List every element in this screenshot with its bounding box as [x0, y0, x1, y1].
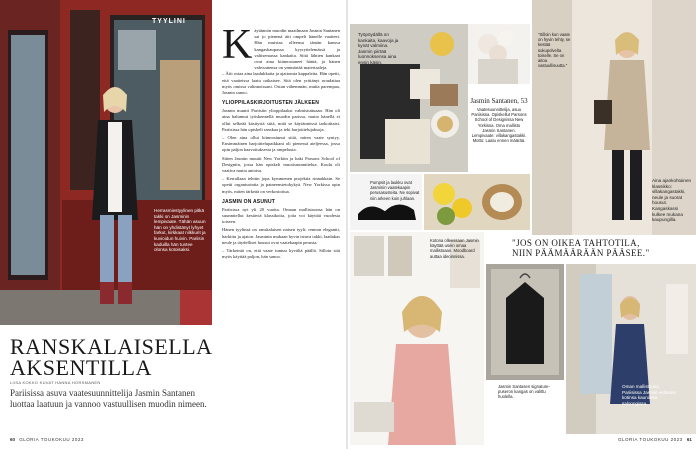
body-paragraph: – Kerrallaan tehtiin jopa kymmenen projektia rinnakkain. Se opetti organisointia ja paineensietokykyä. New Yorkissa opin myös, miten tärkeää on verkostoitua. — [222, 176, 340, 194]
page-number: 60 — [10, 437, 16, 442]
storefront-illustration — [0, 0, 212, 325]
bio-text: Vaatesuunnittelija, asuu Pariisissa. Opiskellut Parsons School of Designissa New Yorkissa. Oma mallisto Jasmin Santanen. Lempivaate: villakangastakki. Motto: Laatu ennen määrää. — [471, 107, 527, 144]
interior-photo — [566, 264, 696, 434]
footer-right-text: GLORIA TOUKOKUU 2023 — [618, 437, 683, 442]
body-paragraph: Pariisissa nyt yli 20 vuotta. Omaan mallistoonsa hän on suunnitellut kestäviä klassikoita, joita voi käyttää vuodesta toiseen. — [222, 206, 340, 225]
subheading: YLIOPPILASKIRJOITUSTEN JÄLKEEN — [222, 100, 320, 107]
headline-line2: AKSENTILLA — [10, 355, 152, 380]
page-number: 61 — [686, 437, 692, 442]
interior-caption: Oman mallistonsa Pariisissa Jasmin esittelee kotinsa kauniissa saloongissa. — [622, 384, 676, 406]
hanger-illustration — [486, 264, 564, 380]
intro-paragraph: äytännön muodin maailmaan Jasmin Santanen sai jo pienenä äiti ompeli hänelle vaatteet. Hän muistaa olleensa tämän kanssa kangaskaupassa kyyryttelemässä ja valitsemassa kankaita. Siitä lähtien kankaat ovat aina kiinnostaneet häntä, ja hänen vahvuutensa on ymmärtää materiaaleja. — [254, 28, 340, 71]
right-side-photo-caption: Aina ajankohtainen klassikko: villakangastakki, neule ja suorat housut. Kangaskassi kulkee mukana kaupungilla. — [652, 178, 692, 223]
body-paragraph: Sitten Jasmin muutti New Yorkiin ja haki Parsons School of Designiin, jossa hän opiskeli muotisuunnittelua. Koulu oli vaativa mutta antoisa. — [222, 155, 340, 174]
workshop-caption: Jasmin Santasen signature-puseron kangas on valittu huolella. — [498, 384, 550, 400]
portrait-quote: "Silloin kun vaate on hyvin tehty, se kestää sukupolvelta toiselle. Se on aitoa vastuullisuutta." — [538, 32, 571, 69]
collage-photo — [350, 232, 484, 445]
bio-name: Jasmin Santanen, 53 — [470, 97, 528, 105]
interior-illustration — [566, 264, 696, 434]
bio-box — [468, 24, 530, 172]
pumps-caption: Pumpsit ja laukku ovat Jasminin vaatekaapin perusasusteita. Ne sopivat niin arkeen kuin juhlaan. — [370, 180, 420, 201]
flatlay-caption: Työpöydällä on kankaita, kaavoja ja kynät valmiina. Jasmin piirtää luonnoksensa aina ensin käsin. — [358, 32, 399, 65]
dropcap: K — [222, 22, 253, 68]
page-gutter — [346, 0, 348, 449]
page-number-right — [618, 437, 692, 442]
flowers-illustration — [468, 24, 530, 84]
lemons-photo — [424, 174, 530, 230]
lemons-illustration — [424, 174, 530, 230]
moodboard-illustration — [350, 232, 484, 445]
byline: LIISA KOKKO KUVAT HANNA HORSMANEN — [10, 380, 101, 385]
body-paragraph: – Äiti ostaa aina laadukkaita ja ajattomia kappaleita. Hän opetti, että vaatteissa laatu ratkaisee. Sitä olen yrittänyt noudattaa myös omissa valinnoissani. Ostan vähemmän, mutta parempaa, Jasmin sanoo. — [222, 71, 340, 96]
body-paragraph: – Tärkeintä on, että vaate tuntuu hyvältä päällä. Silloin sitä myös käyttää paljon, hän sanoo. — [222, 248, 340, 260]
pull-quote: "JOS ON OIKEA TAHTOTILA, NIIN PÄÄMÄÄRÄÄN PÄÄSEE." — [512, 238, 650, 258]
page-number-left — [10, 437, 84, 442]
footer-left-text: GLORIA TOUKOKUU 2023 — [19, 437, 84, 442]
body-paragraph: – Olen aina ollut kiinnostunut siitä, miten vaate syntyy. Ensimmäinen harjoittelupaikkani oli pienessä ateljeessa, jossa opin paljon kaavoituksesta ja ompelusta. — [222, 135, 340, 153]
body-paragraph: Jasmin muutti Pariisiin ylioppilaaksi valmistuttuaan. Hän oli aina halunnut työskennellä muodin parissa, mutta hänellä ei ollut selkeää käsitystä siitä, mitä se käytännössä tarkoittaisi. Pariisissa hän opiskeli ranskaa ja teki harjoittelujaksoja. — [222, 108, 340, 132]
cover-photo-caption: Herrasmiestyylinen pitkä takki on Jasminin lempivaate. Tähän asuun hän on yhdistänyt lyhyet farkut, kirkkaat nilkkurit ja kuvioidun huivin. Pariisin kaduilla hän tuntee olonsa kotoisaksi. — [154, 208, 206, 253]
section-label: TYYLINI — [152, 18, 186, 25]
collage-caption: Kotona olleessaan Jasmin käyttää usein omaa mallistoaan. Moodboard auttaa ideoinnissa. — [430, 238, 479, 259]
subheading: JASMIN ON ASUNUT — [222, 198, 276, 205]
headline — [10, 334, 213, 380]
headline-line1: RANSKALAISELLA — [10, 334, 213, 359]
body-paragraph: Hänen tyylinsä on ranskalaisen naisen tyyli: rennon elegantti, harkittu ja ajaton. Jasminin mukaan hyvin istuva takki, laadukas neule ja täydelliset housut ovat vaatekaapin perusta. — [222, 227, 340, 245]
article-body-column — [222, 22, 340, 263]
cover-photo — [0, 0, 212, 325]
article-dek: Pariisissa asuva vaatesuunnittelija Jasmin Santanen luottaa laatuun ja vannoo vastuullisen muodin nimeen. — [10, 388, 207, 409]
workshop-photo — [486, 264, 564, 380]
